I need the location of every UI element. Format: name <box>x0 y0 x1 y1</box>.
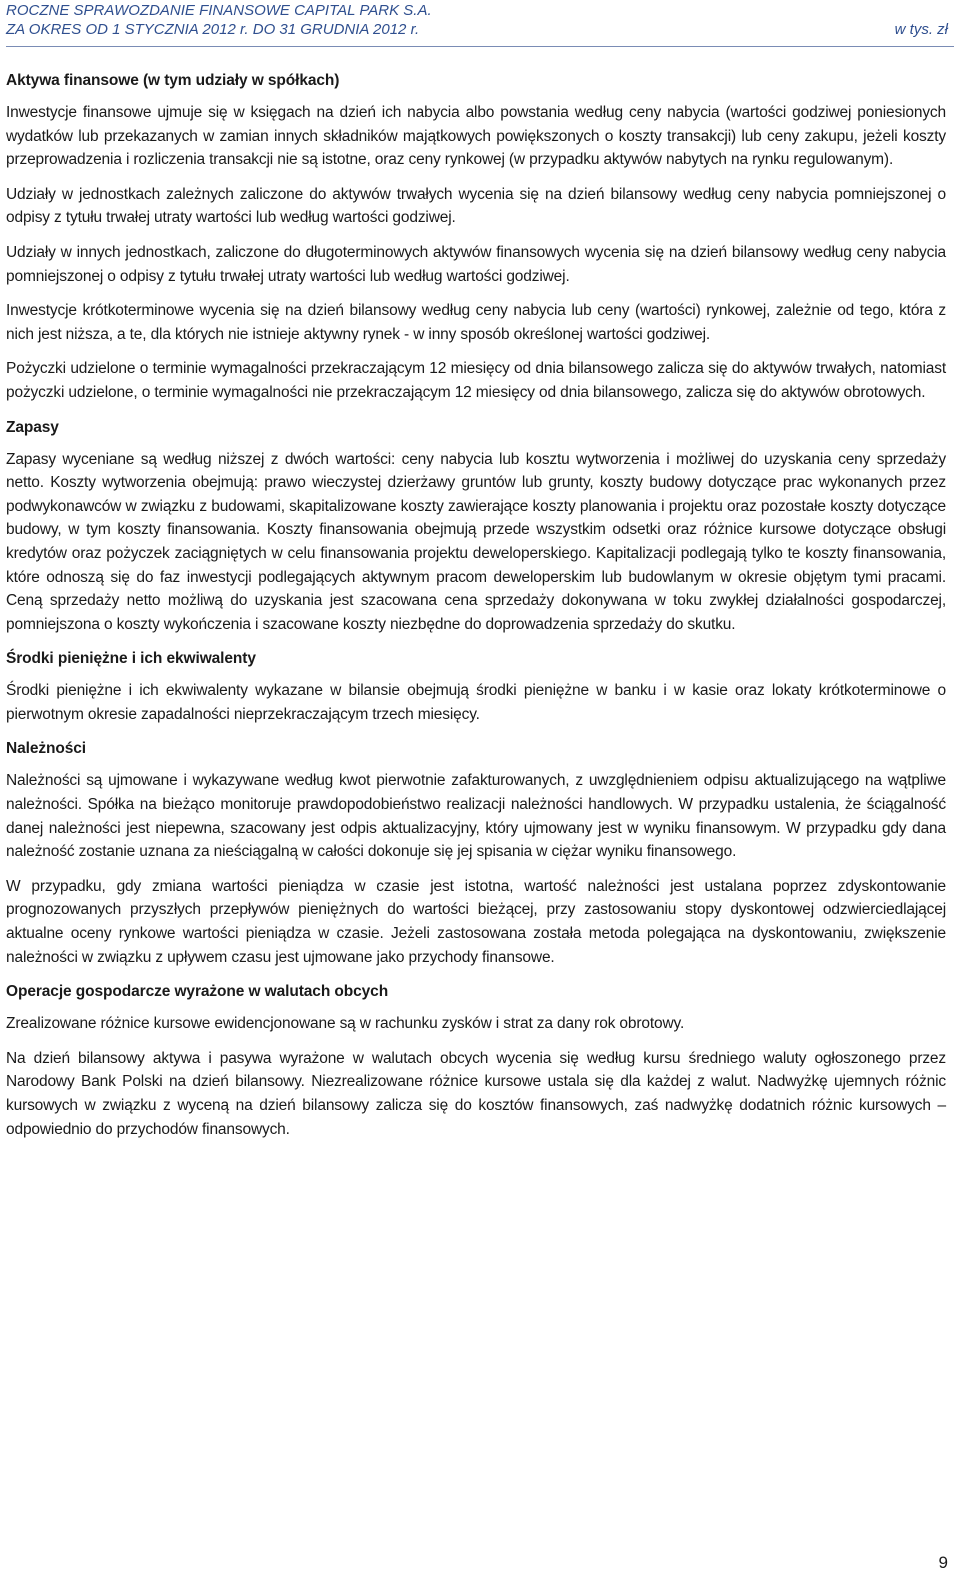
paragraph: Udziały w jednostkach zależnych zaliczone do aktywów trwałych wycenia się na dzień bilansowy według ceny nabycia pomniejszonej o odpisy z tytułu trwałej utraty wartości lub według wartości godziwej. <box>6 185 946 227</box>
paragraph: Inwestycje krótkoterminowe wycenia się na dzień bilansowy według ceny nabycia lub ceny (wartości) rynkowej, zależnie od tego, która z nich jest niższa, a te, dla których nie istnieje aktywny rynek - w inny sposób określonej wartości godziwej. <box>6 302 946 343</box>
heading-fx-operations: Operacje gospodarcze wyrażone w walutach obcych <box>6 983 389 1001</box>
paragraph: Zapasy wyceniane są według niższej z dwóch wartości: ceny nabycia lub kosztu wytworzenia i możliwej do uzyskania ceny sprzedaży netto. Koszty wytworzenia obejmują: prawo wieczystej dzierżawy gruntów lub grunty, koszty budowy dotyczące prac wykonanych przez podwykonawców w związku z budowami, skapitalizowane koszty zawierające koszty planowania i projektu oraz pozostałe koszty dotyczące budowy, w tym koszty finansowania. Koszty finansowania obejmują przede wszystkim odsetki oraz różnice kursowe dotyczące obsługi kredytów oraz pożyczek zaciągniętych w celu finansowania projektu deweloperskiego. Kapitalizacji podlegają tylko te koszty finansowania, które odnoszą się do faz inwestycji podlegających aktywnym pracom deweloperskim lub budowlanym w okresie objętym tymi pracami. Ceną sprzedaży netto możliwą do uzyskania jest szacowana cena sprzedaży dokonywana w toku zwykłej działalności gospodarczej, pomniejszona o koszty wykończenia i szacowane koszty niezbędne do doprowadzenia sprzedaży do skutku. <box>6 450 946 633</box>
paragraph: Na dzień bilansowy aktywa i pasywa wyrażone w walutach obcych wycenia się według kursu średniego waluty ogłoszonego przez Narodowy Bank Polski na dzień bilansowy. Niezrealizowane różnice kursowe ustala się dla każdej z walut. Nadwyżkę ujemnych różnic kursowych w związku z wyceną na dzień bilansowy zalicza się do kosztów finansowych, zaś nadwyżkę dodatnich różnic kursowych – odpowiednio do przychodów finansowych. <box>6 1049 946 1138</box>
report-title: ROCZNE SPRAWOZDANIE FINANSOWE CAPITAL PARK S.A. <box>6 2 432 19</box>
paragraph: Inwestycje finansowe ujmuje się w księgach na dzień ich nabycia albo powstania według ceny nabycia (wartości godziwej poniesionych wydatków lub przekazanych w zamian innych składników majątkowych powiększonych o koszty transakcji) lub ceny zakupu, jeżeli koszty przeprowadzenia i rozliczenia transakcji nie są istotne, oraz ceny rynkowej (w przypadku aktywów nabytych na rynku regulowanym). <box>6 104 946 169</box>
paragraph: Udziały w innych jednostkach, zaliczone do długoterminowych aktywów finansowych wycenia się na dzień bilansowy według ceny nabycia pomniejszonej o odpisy z tytułu trwałej utraty wartości lub według wartości godziwej. <box>6 243 946 285</box>
paragraph: Środki pieniężne i ich ekwiwalenty wykazane w bilansie obejmują środki pieniężne w banku i w kasie oraz lokaty krótkoterminowe o pierwotnym okresie zapadalności nieprzekraczającym trzech miesięcy. <box>6 682 946 723</box>
heading-financial-assets: Aktywa finansowe (w tym udziały w spółkach) <box>6 72 340 89</box>
paragraph: Pożyczki udzielone o terminie wymagalności przekraczającym 12 miesięcy od dnia bilansowego zalicza się do aktywów trwałych, natomiast pożyczki udzielone, o terminie wymagalności nie przekraczającym 12 miesięcy od dnia bilansowego, zalicza się do aktywów obrotowych. <box>6 360 946 401</box>
paragraph: Należności są ujmowane i wykazywane według kwot pierwotnie zafakturowanych, z uwzględnieniem odpisu aktualizującego na wątpliwe należności. Spółka na bieżąco monitoruje prawdopodobieństwo realizacji należności handlowych. W przypadku ustalenia, że ściągalność danej należności jest niepewna, szacowany jest odpis aktualizacyjny, który ujmowany jest w wyniku finansowym. W przypadku gdy dana należność zostanie uznana za nieściągalną w całości dokonuje się jej spisania w ciężar wyniku finansowego. <box>6 772 946 861</box>
report-period: ZA OKRES OD 1 STYCZNIA 2012 r. DO 31 GRUDNIA 2012 r. <box>6 21 420 38</box>
currency-unit: w tys. zł <box>894 21 948 38</box>
document-body <box>6 70 946 1152</box>
paragraph: W przypadku, gdy zmiana wartości pieniądza w czasie jest istotna, wartość należności jest ustalana poprzez zdyskontowanie prognozowanych przyszłych przepływów pieniężnych do wartości bieżącej, przy zastosowaniu stopy dyskontowej odzwierciedlającej aktualne oceny rynkowe wartości pieniądza w czasie. Jeżeli zastosowana została metoda polegająca na dyskontowaniu, zwiększenie należności w związku z upływem czasu jest ujmowane jako przychody finansowe. <box>6 877 946 966</box>
heading-receivables: Należności <box>6 740 86 758</box>
heading-cash: Środki pieniężne i ich ekwiwalenty <box>6 650 256 668</box>
paragraph: Zrealizowane różnice kursowe ewidencjonowane są w rachunku zysków i strat za dany rok obrotowy. <box>6 1015 685 1033</box>
heading-inventory: Zapasy <box>6 418 59 436</box>
page-header <box>6 0 954 47</box>
page-number: 9 <box>938 1553 948 1572</box>
